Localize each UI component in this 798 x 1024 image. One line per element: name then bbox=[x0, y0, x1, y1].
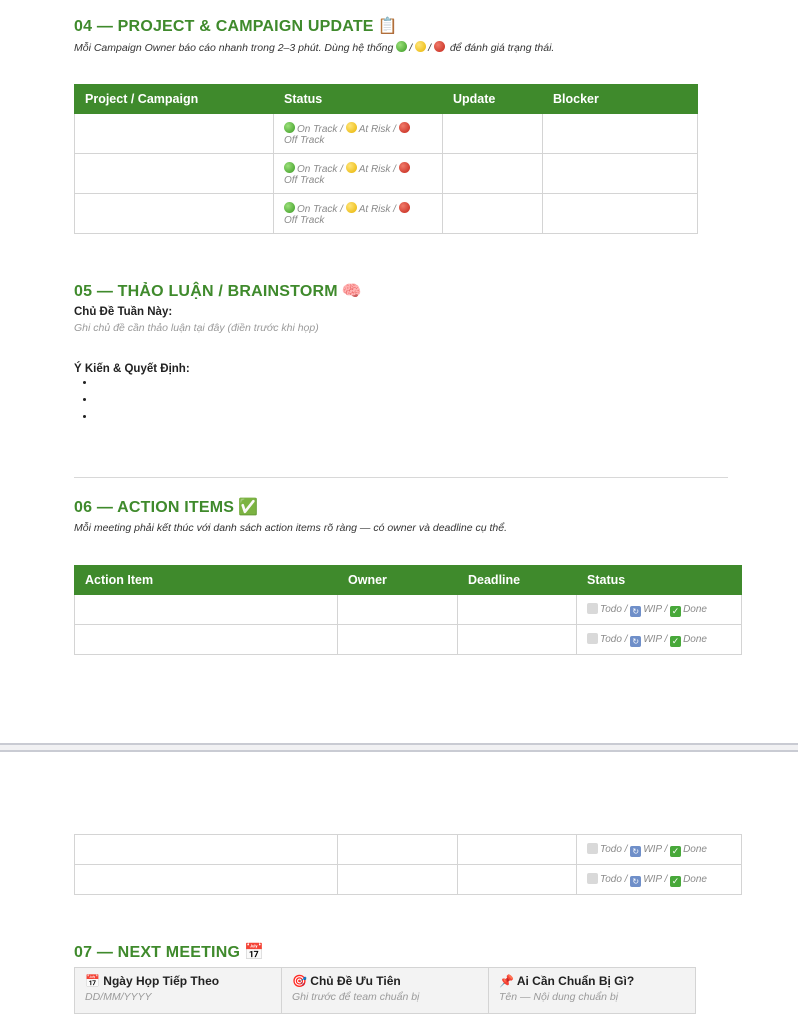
wip-icon: ↻ bbox=[630, 606, 641, 617]
table-row bbox=[75, 835, 742, 865]
todo-checkbox-icon bbox=[587, 603, 598, 614]
opinions-label: Ý Kiến & Quyết Định: bbox=[74, 363, 190, 375]
wip-icon: ↻ bbox=[630, 876, 641, 887]
calendar-icon: 📅 bbox=[244, 944, 265, 961]
done-check-icon: ✓ bbox=[671, 845, 680, 856]
next-meeting-topic[interactable]: 🎯 Chủ Đề Ưu Tiên Ghi trước để team chuẩn bị bbox=[282, 968, 489, 1013]
topic-label: Chủ Đề Tuần Này: bbox=[74, 306, 173, 318]
yellow-status-icon bbox=[346, 162, 357, 173]
todo-checkbox-icon bbox=[587, 633, 598, 644]
owner-cell[interactable] bbox=[338, 835, 458, 865]
table-row bbox=[75, 194, 698, 234]
owner-cell[interactable] bbox=[338, 865, 458, 895]
pushpin-icon: 📌 bbox=[499, 974, 514, 988]
status-cell[interactable]: Todo / ↻ WIP / ✓ Done bbox=[577, 625, 742, 655]
table-row bbox=[75, 595, 742, 625]
calendar-icon: 📅 bbox=[85, 974, 100, 988]
red-status-icon bbox=[399, 202, 410, 213]
header-blocker: Blocker bbox=[543, 85, 698, 114]
opinions-list bbox=[74, 377, 96, 428]
status-cell[interactable]: Todo / ↻ WIP / ✓ Done bbox=[577, 835, 742, 865]
table-row bbox=[75, 154, 698, 194]
deadline-cell[interactable] bbox=[458, 835, 577, 865]
date-placeholder: DD/MM/YYYY bbox=[85, 991, 152, 1003]
red-status-icon bbox=[399, 162, 410, 173]
done-check-icon: ✓ bbox=[671, 875, 680, 886]
deadline-cell[interactable] bbox=[458, 865, 577, 895]
section-06-description: Mỗi meeting phải kết thúc với danh sách action items rõ ràng — có owner và deadline cụ thể. bbox=[74, 522, 507, 534]
green-status-icon bbox=[284, 122, 295, 133]
status-cell[interactable]: On Track / At Risk / Off Track bbox=[274, 154, 443, 194]
target-icon: 🎯 bbox=[292, 974, 307, 988]
action-item-cell[interactable] bbox=[75, 835, 338, 865]
status-cell[interactable]: On Track / At Risk / Off Track bbox=[274, 114, 443, 154]
green-status-icon bbox=[396, 41, 407, 52]
header-action-item: Action Item bbox=[75, 566, 338, 595]
action-item-cell[interactable] bbox=[75, 625, 338, 655]
status-cell[interactable]: Todo / ↻ WIP / ✓ Done bbox=[577, 865, 742, 895]
section-05-heading: 05 — THẢO LUẬN / BRAINSTORM 🧠 bbox=[74, 283, 362, 300]
brain-icon: 🧠 bbox=[341, 283, 362, 300]
green-status-icon bbox=[284, 202, 295, 213]
done-check-icon: ✓ bbox=[671, 635, 680, 646]
action-items-table-continued bbox=[74, 834, 742, 895]
section-04-heading: 04 — PROJECT & CAMPAIGN UPDATE 📋 bbox=[74, 18, 398, 35]
section-07-heading: 07 — NEXT MEETING 📅 bbox=[74, 944, 265, 961]
page-break bbox=[0, 743, 798, 752]
action-item-cell[interactable] bbox=[75, 595, 338, 625]
yellow-status-icon bbox=[415, 41, 426, 52]
table-row bbox=[75, 114, 698, 154]
yellow-status-icon bbox=[346, 122, 357, 133]
header-status: Status bbox=[577, 566, 742, 595]
red-status-icon bbox=[434, 41, 445, 52]
project-cell[interactable] bbox=[75, 194, 274, 234]
todo-checkbox-icon bbox=[587, 873, 598, 884]
status-cell[interactable]: On Track / At Risk / Off Track bbox=[274, 194, 443, 234]
section-06-heading: 06 — ACTION ITEMS ✅ bbox=[74, 499, 259, 516]
topic-placeholder: Ghi trước để team chuẩn bị bbox=[292, 991, 420, 1003]
project-update-table bbox=[74, 84, 698, 234]
red-status-icon bbox=[399, 122, 410, 133]
deadline-cell[interactable] bbox=[458, 595, 577, 625]
next-meeting-prep[interactable]: 📌 Ai Cần Chuẩn Bị Gì? Tên — Nội dung chuẩn bị bbox=[489, 968, 695, 1013]
header-deadline: Deadline bbox=[458, 566, 577, 595]
deadline-cell[interactable] bbox=[458, 625, 577, 655]
topic-hint[interactable]: Ghi chủ đề cần thảo luận tại đây (điền trước khi họp) bbox=[74, 322, 319, 334]
header-update: Update bbox=[443, 85, 543, 114]
table-row bbox=[75, 865, 742, 895]
wip-icon: ↻ bbox=[630, 846, 641, 857]
blocker-cell[interactable] bbox=[543, 194, 698, 234]
next-meeting-date[interactable]: 📅 Ngày Họp Tiếp Theo DD/MM/YYYY bbox=[75, 968, 282, 1013]
done-check-icon: ✓ bbox=[671, 605, 680, 616]
status-cell[interactable]: Todo / ↻ WIP / ✓ Done bbox=[577, 595, 742, 625]
header-project: Project / Campaign bbox=[75, 85, 274, 114]
owner-cell[interactable] bbox=[338, 595, 458, 625]
yellow-status-icon bbox=[346, 202, 357, 213]
divider bbox=[74, 477, 728, 478]
update-cell[interactable] bbox=[443, 194, 543, 234]
owner-cell[interactable] bbox=[338, 625, 458, 655]
wip-icon: ↻ bbox=[630, 636, 641, 647]
action-items-table bbox=[74, 565, 742, 655]
section-04-description: Mỗi Campaign Owner báo cáo nhanh trong 2–3 phút. Dùng hệ thống / / để đánh giá trạng thái. bbox=[74, 42, 555, 54]
todo-checkbox-icon bbox=[587, 843, 598, 854]
update-cell[interactable] bbox=[443, 154, 543, 194]
prep-placeholder: Tên — Nội dung chuẩn bị bbox=[499, 991, 619, 1003]
green-status-icon bbox=[284, 162, 295, 173]
project-cell[interactable] bbox=[75, 154, 274, 194]
action-item-cell[interactable] bbox=[75, 865, 338, 895]
blocker-cell[interactable] bbox=[543, 114, 698, 154]
header-owner: Owner bbox=[338, 566, 458, 595]
clipboard-icon: 📋 bbox=[377, 18, 398, 35]
header-status: Status bbox=[274, 85, 443, 114]
next-meeting-box bbox=[74, 967, 696, 1014]
project-cell[interactable] bbox=[75, 114, 274, 154]
blocker-cell[interactable] bbox=[543, 154, 698, 194]
table-row bbox=[75, 625, 742, 655]
check-mark-icon: ✅ bbox=[238, 499, 259, 516]
update-cell[interactable] bbox=[443, 114, 543, 154]
